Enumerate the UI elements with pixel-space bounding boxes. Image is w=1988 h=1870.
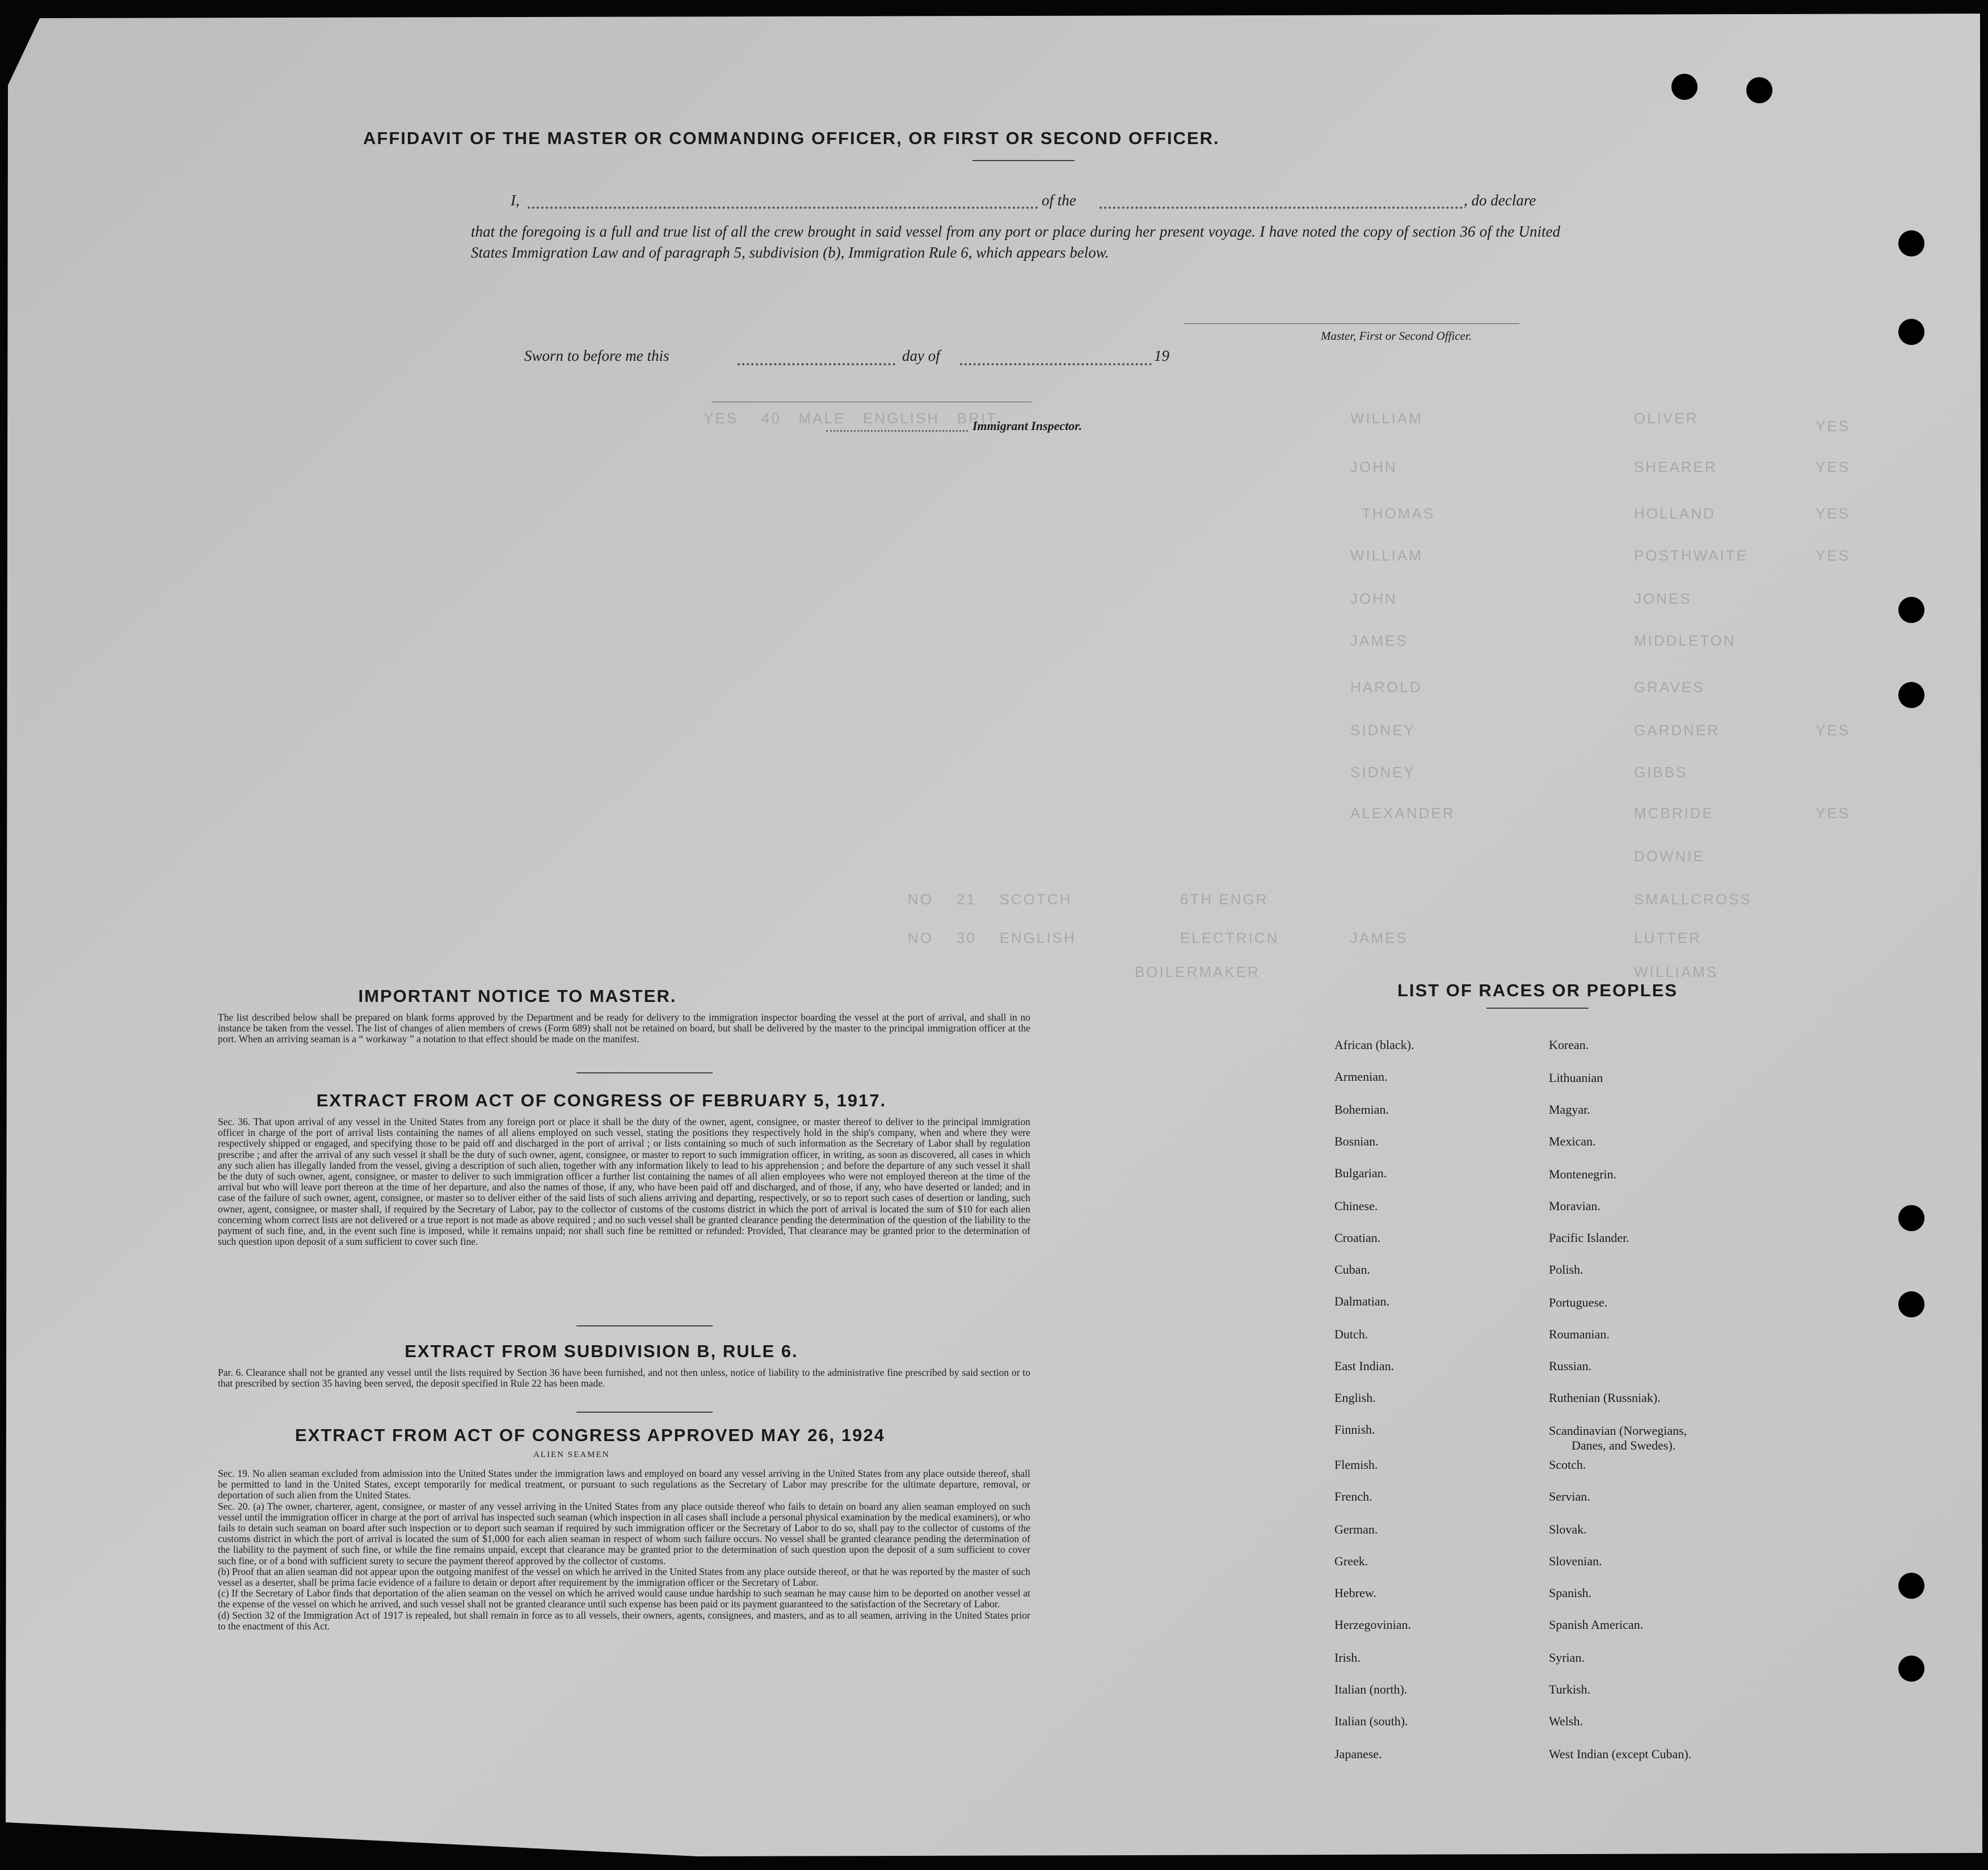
sec-20c-paragraph: (c) If the Secretary of Labor finds that deportation of the alien seaman on the vessel on which he arrived would cause undue hardship to such seaman he may cause him to be deported on another vessel at the expense of the vessel on which he arrived, and such vessel shall not be granted clearance until such expense has been paid or its payment guaranteed to the satisfaction of the Secretary of Labor.	[218, 1587, 1030, 1610]
race-item: Servian.	[1549, 1489, 1590, 1503]
race-item: Welsh.	[1549, 1714, 1583, 1728]
vessel-field-line[interactable]	[1100, 207, 1463, 209]
race-item: German.	[1334, 1522, 1378, 1536]
sec-20d-paragraph: (d) Section 32 of the Immigration Act of 1917 is repealed, but shall remain in force as to all vessels, their owners, agents, consignees, and masters, and as to all seamen, arriving in the United States prior to the enactment of this Act.	[218, 1609, 1030, 1632]
race-item: Ruthenian (Russniak).	[1549, 1391, 1661, 1405]
race-item: Lithuanian	[1549, 1071, 1603, 1085]
punch-hole	[1898, 1656, 1924, 1682]
day-of-label: day of	[902, 347, 940, 364]
race-item: Herzegovinian.	[1334, 1618, 1411, 1632]
inspector-dotted-line	[826, 430, 968, 432]
document-page: YES 40 MALE ENGLISH BRIT. WILLIAM OLIVER YES JOHN SHEARER YES THOMAS HOLLAND YES WILLIAM POSTHWAITE YES JOHN JONES JAMES MIDDLETON HAROLD GRAVES SIDNEY GARDNER YES SIDNEY GIBBS ALEXANDER MCBRIDE YES DOWNIE NO 21 SCOTCH 6TH ENGR SMALLCROSS NO 30 ENGLISH ELECTRICN JAMES LUTTER BOILERMAKER WILLIAMS AFFIDAVIT OF THE MASTER OR COMMANDING OFFICER, OR FIRST OR SECOND OFFICER. I, of the , do declare that the foregoing is a full and true list of all the crew brought in said vessel from any port or place during her present voyage. I have noted the copy of section 36 of the United States Immigration Law and of paragraph 5, subdivision (b), Immigration Rule 6, which appears below. Master, First or Second Officer. Sworn to before me this day of 19 Immigrant Inspector. IMPORTANT NOTICE TO MASTER. The list described below shall be prepared on blank forms approved by the Department and be ready for delivery to the immigration inspector boarding the vessel at the port of arrival, and shall in no instance be taken from the vessel. The list of changes of alien members of crews (Form 689) shall not be retained on board, but shall be delivered by the master to the principal immigration officer at the port. When an arriving seaman is a “ workaway ” a notation to that effect should be made on the manifest. EXTRACT FROM ACT OF CONGRESS OF FEBRUARY 5, 1917. Sec. 36. That upon arrival of any vessel in the United States from any foreign port or place it shall be the duty of the owner, agent, consignee, or master thereof to deliver to the principal immigration officer in charge of the port of arrival lists containing the names of all aliens employed on such vessel, stating the positions they respectively hold in the ship's company, when and where they were respectively shipped or engaged, and specifying those to be paid off and discharged in the port of arrival ; or lists containing so much of such information as the Secretary of Labor shall by regulation prescribe ; and after the arrival of any such vessel it shall be the duty of such owner, agent, consignee, or master to report to such immigration officer, in writing, as soon as discovered, all cases in which any such alien has illegally landed from the vessel, giving a description of such alien, together with any information likely to lead to his apprehension ; and before the departure of any such vessel it shall be the duty of such owner, agent, consignee, or master to deliver to such immigration officer a further list containing the names of all alien employees who were not employed thereon at the time of the arrival but who will leave port thereon at the time of her departure, and also the names of those, if any, who have been paid off and discharged, and of those, if any, who have deserted or landed; and in case of the failure of such owner, agent, consignee, or master so to deliver either of the said lists of such aliens arriving and departing, respectively, or so to report such cases of desertion or landing, such owner, agent, consignee, or master shall, if required by the Secretary of Labor, pay to the collector of customs of the customs district in which the port of arrival is located the sum of $10 for each alien concerning whom correct lists are not delivered or a true report is not made as above required ; and no such vessel shall be granted clearance pending the determination of the question of the liability to the payment of such fine, and, in the event such fine is imposed, while it remains unpaid; nor shall such fine be remitted or refunded: Provided, That clearance may be granted prior to the determination of such question upon deposit of a sum sufficient to cover such fine. EXTRACT FROM SUBDIVISION B, RULE 6. Par. 6. Clearance shall not be granted any vessel until the lists required by Section 36 have been furnished, and not then unless, notice of liability to the administrative fine prescribed by said section or to that prescribed by section 35 having been served, the deposit specified in Rule 22 has been made. EXTRACT FROM ACT OF CONGRESS APPROVED MAY 26, 1924 ALIEN SEAMEN Sec. 19. No alien seaman excluded from admission into the United States under the immigration laws and employed on board any vessel arriving in the United States from any place outside thereof, shall be permitted to land in the United States, except temporarily for medical treatment, or pursuant to such regulations as the Secretary of Labor may prescribe for the ultimate departure, removal, or deportation of such alien from the United States. Sec. 20. (a) The owner, charterer, agent, consignee, or master of any vessel arriving in the United States from any place outside thereof who fails to detain on board any alien seaman employed on such vessel until the immigration officer in charge at the port of arrival has inspected such seaman (which inspection in all cases shall include a personal physical examination by the medical examiners), or who fails to detain such seaman on board after such inspection or to deport such seaman if required by such immigration officer or the Secretary of Labor to do so, shall pay to the collector of customs of the customs district in which the port of arrival is located the sum of $1,000 for each alien seaman in respect of whom such failure occurs. No vessel shall be granted clearance pending the determination of the liability to the payment of such fine, or while the fine remains unpaid, except that clearance may be granted prior to the determination of such question upon the deposit of a sum sufficient to cover such fine, or of a bond with sufficient surety to secure the payment thereof approved by the collector of customs. (b) Proof that an alien seaman did not appear upon the outgoing manifest of the vessel on which he arrived in the United States from any place outside thereof, or that he was reported by the master of such vessel as a deserter, shall be prima facie evidence of a failure to detain or deport after requirement by the immigration officer or the Secretary of Labor. (c) If the Secretary of Labor finds that deportation of the alien seaman on the vessel on which he arrived would cause undue hardship to such seaman he may cause him to be deported on another vessel at the expense of the vessel on which he arrived, and such vessel shall not be granted clearance until such expense has been paid or its payment guaranteed to the satisfaction of the Secretary of Labor. (d) Section 32 of the Immigration Act of 1917 is repealed, but shall remain in force as to all vessels, their owners, agents, consignees, and masters, and as to all seamen, arriving in the United States prior to the enactment of this Act. LIST OF RACES OR PEOPLES African (black). Armenian. Bohemian. Bosnian. Bulgarian. Chinese. Croatian. Cuban. Dalmatian. Dutch. East Indian. English. Finnish. Flemish. French. German. Greek. Hebrew. Herzegovinian. Irish. Italian (north). Italian (south). Japanese. Korean. Lithuanian Magyar. Mexican. Montenegrin. Moravian. Pacific Islander. Polish. Portuguese. Roumanian. Russian. Ruthenian (Russniak). Scandinavian (Norwegians, Danes, and Swedes). Scotch. Servian. Slovak. Slovenian. Spanish. Spanish American. Syrian. Turkish. Welsh. West Indian (except Cuban).	[0, 0, 1988, 1870]
divider	[576, 1325, 713, 1326]
race-item: Slovenian.	[1549, 1554, 1602, 1568]
divider	[576, 1072, 713, 1073]
title-underline	[972, 160, 1075, 161]
race-item: Scandinavian (Norwegians,	[1549, 1423, 1687, 1438]
race-item: Greek.	[1334, 1554, 1368, 1568]
race-item: Spanish American.	[1549, 1618, 1644, 1632]
race-item: Danes, and Swedes).	[1572, 1438, 1676, 1452]
divider	[576, 1412, 713, 1413]
race-item: Korean.	[1549, 1038, 1589, 1052]
race-item: English.	[1334, 1391, 1376, 1405]
notice-body: The list described below shall be prepared on blank forms approved by the Department and be ready for delivery to the immigration inspector boarding the vessel at the port of arrival, and shall in no instance be taken from the vessel. The list of changes of alien members of crews (Form 689) shall not be retained on board, but shall be delivered by the master to the principal immigration officer at the port. When an arriving seaman is a “ workaway ” a notation to that effect should be made on the manifest.	[218, 1012, 1030, 1045]
race-item: Portuguese.	[1549, 1295, 1608, 1309]
race-item: Dalmatian.	[1334, 1294, 1390, 1308]
punch-hole	[1746, 77, 1772, 103]
year-prefix: 19	[1154, 347, 1169, 364]
affidavit-title: AFFIDAVIT OF THE MASTER OR COMMANDING OFFICER, OR FIRST OR SECOND OFFICER.	[363, 128, 1220, 148]
race-item: Cuban.	[1334, 1262, 1370, 1277]
extract-1924-title: EXTRACT FROM ACT OF CONGRESS APPROVED MAY 26, 1924	[295, 1425, 885, 1445]
race-item: Spanish.	[1549, 1586, 1592, 1600]
race-item: West Indian (except Cuban).	[1549, 1747, 1692, 1761]
punch-hole	[1898, 682, 1924, 708]
affidavit-body: that the foregoing is a full and true list of all the crew brought in said vessel from any port or place during her present voyage. I have noted the copy of section 36 of the United States Immigration Law and of paragraph 5, subdivision (b), Immigration Rule 6, which appears below.	[471, 223, 1560, 261]
race-item: Chinese.	[1334, 1199, 1378, 1213]
affidavit-do-declare: , do declare	[1464, 192, 1536, 209]
race-item: African (black).	[1334, 1038, 1414, 1052]
sec-20a-paragraph: Sec. 20. (a) The owner, charterer, agent, consignee, or master of any vessel arriving in the United States from any place outside thereof who fails to detain on board any alien seaman employed on such vessel until the immigration officer in charge at the port of arrival has inspected such seaman (which inspection in all cases shall include a personal physical examination by the medical examiners), or who fails to detain such seaman on board after such inspection or to deport such seaman if required by such immigration officer or the Secretary of Labor to do so, shall pay to the collector of customs of the customs district in which the port of arrival is located the sum of $1,000 for each alien seaman in respect of whom such failure occurs. No vessel shall be granted clearance pending the determination of the liability to the payment of such fine, or while the fine remains unpaid, except that clearance may be granted prior to the determination of such question upon the deposit of a sum sufficient to cover such fine, or of a bond with sufficient surety to secure the payment thereof approved by the collector of customs.	[218, 1500, 1030, 1566]
race-item: East Indian.	[1334, 1359, 1395, 1373]
extract-1924-subtitle: ALIEN SEAMEN	[533, 1450, 610, 1459]
race-item: Russian.	[1549, 1359, 1592, 1373]
race-item: Moravian.	[1549, 1199, 1601, 1213]
extract-1917-body: Sec. 36. That upon arrival of any vessel in the United States from any foreign port or place it shall be the duty of the owner, agent, consignee, or master thereof to deliver to the principal immigration officer in charge of the port of arrival lists containing the names of all aliens employed on such vessel, stating the positions they respectively hold in the ship's company, when and where they were respectively shipped or engaged, and specifying those to be paid off and discharged in the port of arrival ; or lists containing so much of such information as the Secretary of Labor shall by regulation prescribe ; and after the arrival of any such vessel it shall be the duty of such owner, agent, consignee, or master to report to such immigration officer, in writing, as soon as discovered, all cases in which any such alien has illegally landed from the vessel, giving a description of such alien, together with any information likely to lead to his apprehension ; and before the departure of any such vessel it shall be the duty of such owner, agent, consignee, or master to deliver to such immigration officer a further list containing the names of all alien employees who were not employed thereon at the time of the arrival but who will leave port thereon at the time of her departure, and also the names of those, if any, who have been paid off and discharged, and of those, if any, who have deserted or landed; and in case of the failure of such owner, agent, consignee, or master so to deliver either of the said lists of such aliens arriving and departing, respectively, or so to report such cases of desertion or landing, such owner, agent, consignee, or master shall, if required by the Secretary of Labor, pay to the collector of customs of the customs district in which the port of arrival is located the sum of $10 for each alien concerning whom correct lists are not delivered or a true report is not made as above required ; and no such vessel shall be granted clearance pending the determination of the question of the liability to the payment of such fine, and, in the event such fine is imposed, while it remains unpaid; nor shall such fine be remitted or refunded: Provided, That clearance may be granted prior to the determination of such question upon deposit of a sum sufficient to cover such fine.	[218, 1116, 1030, 1248]
extract-rule6-title: EXTRACT FROM SUBDIVISION B, RULE 6.	[405, 1341, 798, 1361]
race-item: Syrian.	[1549, 1650, 1585, 1665]
race-item: Flemish.	[1334, 1458, 1378, 1472]
race-item: Turkish.	[1549, 1682, 1591, 1696]
sworn-day-line[interactable]	[738, 363, 895, 365]
affidavit-i-label: I,	[511, 192, 520, 209]
inspector-label: Immigrant Inspector.	[972, 419, 1083, 433]
races-title: LIST OF RACES OR PEOPLES	[1397, 980, 1678, 1000]
sec-19-paragraph: Sec. 19. No alien seaman excluded from admission into the United States under the immigration laws and employed on board any vessel arriving in the United States from any place outside thereof, shall be permitted to land in the United States, except temporarily for medical treatment, or pursuant to such regulations as the Secretary of Labor may prescribe for the ultimate departure, removal, or deportation of such alien from the United States.	[218, 1468, 1030, 1501]
punch-hole	[1671, 74, 1698, 100]
race-item: Armenian.	[1334, 1069, 1388, 1084]
race-item: Hebrew.	[1334, 1586, 1376, 1600]
race-item: Roumanian.	[1549, 1327, 1610, 1341]
race-item: Japanese.	[1334, 1747, 1382, 1761]
sworn-month-line[interactable]	[960, 363, 1152, 365]
race-item: Magyar.	[1549, 1102, 1590, 1117]
race-item: Montenegrin.	[1549, 1167, 1617, 1181]
race-item: Bohemian.	[1334, 1102, 1389, 1117]
sec-20b-paragraph: (b) Proof that an alien seaman did not appear upon the outgoing manifest of the vessel on which he arrived in the United States from any place outside thereof, or that he was reported by the master of such vessel as a deserter, shall be prima facie evidence of a failure to detain or deport after requirement by the immigration officer or the Secretary of Labor.	[218, 1565, 1030, 1589]
punch-hole	[1898, 319, 1924, 345]
name-field-line[interactable]	[528, 207, 1038, 209]
master-signature-label: Master, First or Second Officer.	[1321, 329, 1472, 343]
divider	[1486, 1008, 1589, 1009]
race-item: Slovak.	[1549, 1522, 1587, 1536]
race-item: French.	[1334, 1489, 1372, 1503]
race-item: Scotch.	[1549, 1458, 1586, 1472]
extract-1917-title: EXTRACT FROM ACT OF CONGRESS OF FEBRUARY 5, 1917.	[316, 1090, 887, 1110]
affidavit-of-the-label: of the	[1042, 192, 1076, 209]
race-item: Irish.	[1334, 1650, 1361, 1665]
race-item: Polish.	[1549, 1262, 1583, 1277]
notice-title: IMPORTANT NOTICE TO MASTER.	[358, 986, 677, 1006]
race-item: Bulgarian.	[1334, 1166, 1387, 1180]
sworn-label: Sworn to before me this	[524, 347, 669, 364]
race-item: Croatian.	[1334, 1231, 1381, 1245]
punch-hole	[1898, 1291, 1924, 1317]
extract-rule6-body: Par. 6. Clearance shall not be granted any vessel until the lists required by Section 36 have been furnished, and not then unless, notice of liability to the administrative fine prescribed by said section or to that prescribed by section 35 having been served, the deposit specified in Rule 22 has been made.	[218, 1367, 1030, 1389]
master-signature-line[interactable]	[1183, 323, 1519, 324]
race-item: Mexican.	[1549, 1134, 1596, 1148]
punch-hole	[1898, 597, 1924, 623]
race-item: Dutch.	[1334, 1327, 1368, 1341]
punch-hole	[1898, 1205, 1924, 1231]
race-item: Italian (north).	[1334, 1682, 1408, 1696]
extract-1924-body	[218, 1468, 1030, 1632]
race-item: Italian (south).	[1334, 1714, 1408, 1728]
race-item: Pacific Islander.	[1549, 1231, 1629, 1245]
race-item: Finnish.	[1334, 1422, 1375, 1437]
punch-hole	[1898, 1573, 1924, 1599]
race-item: Bosnian.	[1334, 1134, 1379, 1148]
punch-hole	[1898, 230, 1924, 256]
